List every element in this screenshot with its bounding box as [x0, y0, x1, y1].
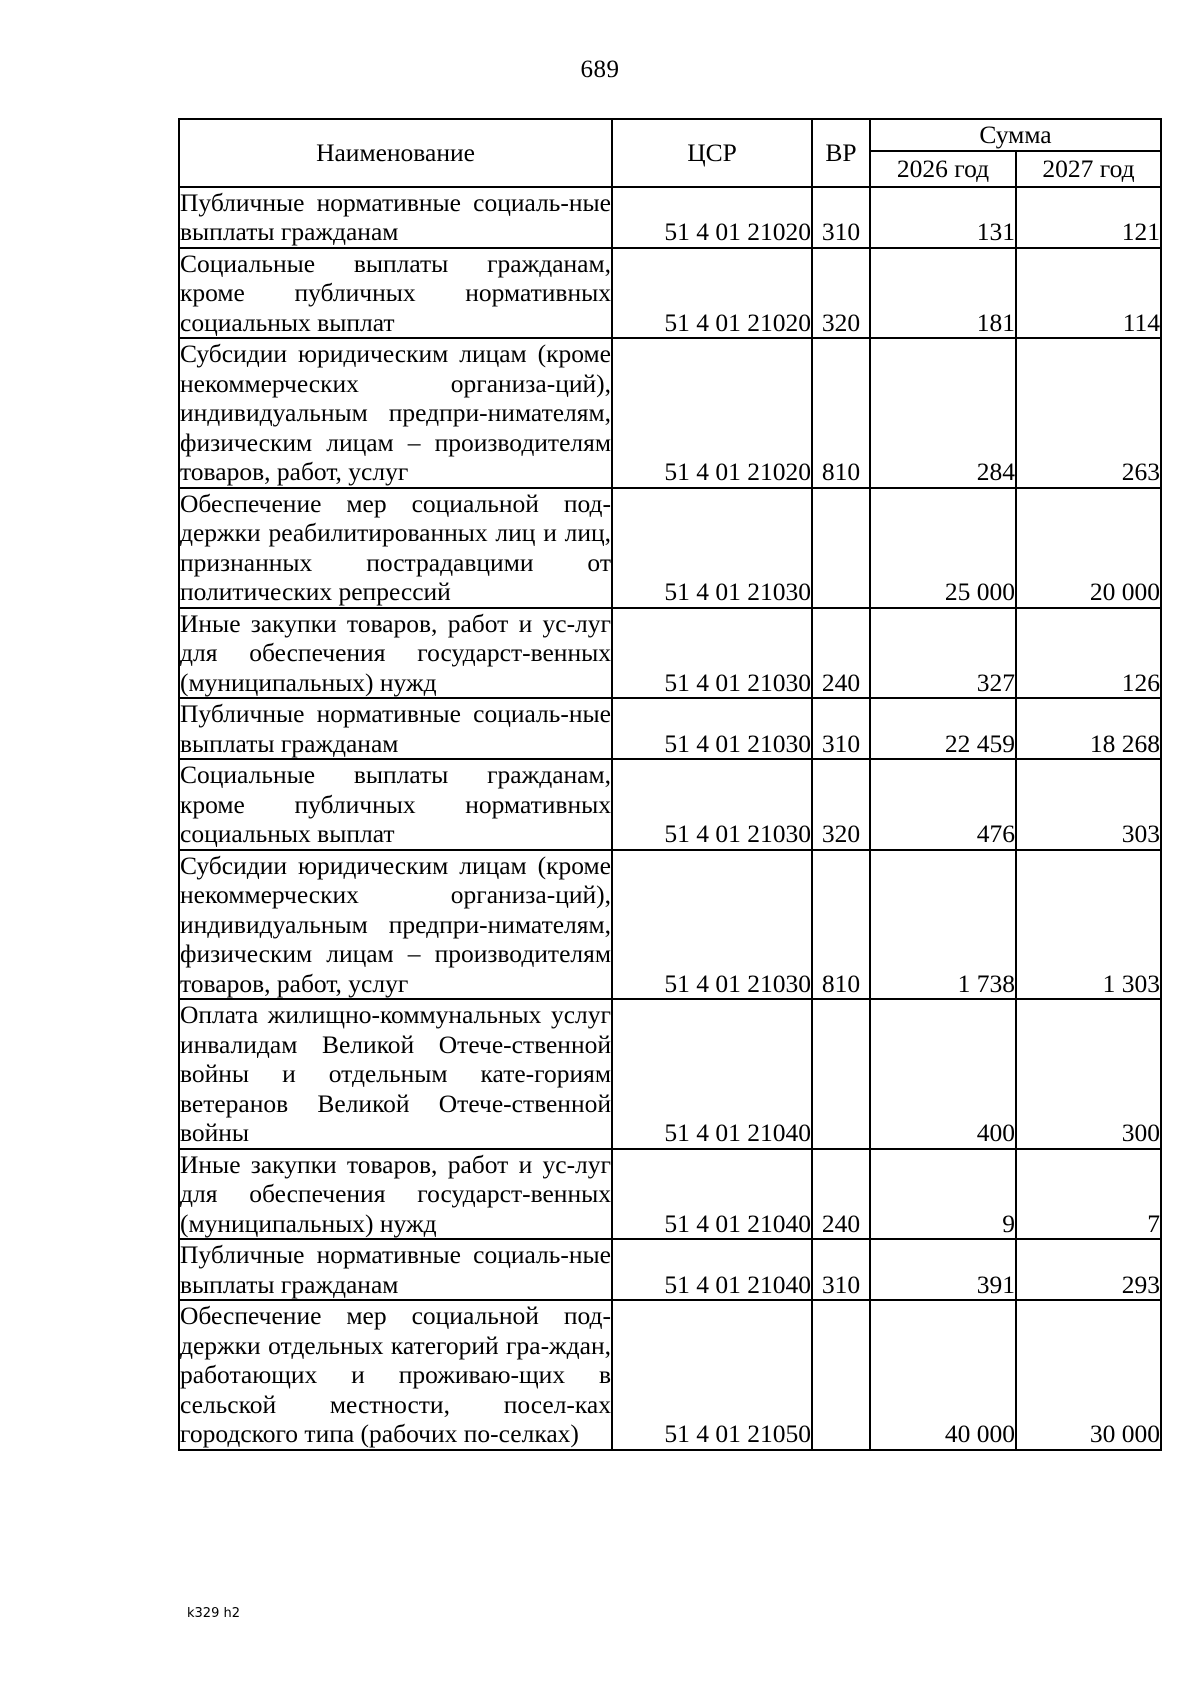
row-amount-2026: 181 [870, 248, 1016, 339]
row-vr-code [812, 488, 870, 608]
table-row [179, 1149, 1161, 1240]
row-amount-2026: 391 [870, 1239, 1016, 1300]
row-amount-2026: 9 [870, 1149, 1016, 1240]
header-vr: ВР [812, 119, 870, 187]
row-csr-code: 51 4 01 21040 [612, 999, 812, 1149]
row-name: Обеспечение мер социальной под-держки реабилитированных лиц и лиц, признанных пострадавцими от политических репрессий [180, 488, 611, 606]
row-name: Иные закупки товаров, работ и ус-луг для обеспечения государст-венных (муниципальных) нужд [180, 608, 611, 697]
row-csr-code: 51 4 01 21030 [612, 608, 812, 699]
row-name: Субсидии юридическим лицам (кроме некоммерческих организа-ций), индивидуальным предпри-нимателям, физическим лицам – производителям товаров, работ, услуг [180, 339, 611, 486]
row-amount-2026: 476 [870, 759, 1016, 850]
row-amount-2027: 20 000 [1016, 488, 1161, 608]
page-number: 689 [580, 56, 620, 83]
table-row [179, 248, 1161, 339]
row-name: Публичные нормативные социаль-ные выплаты гражданам [180, 187, 611, 246]
row-vr-code: 810 [812, 338, 870, 488]
row-csr-code: 51 4 01 21040 [612, 1149, 812, 1240]
row-amount-2026: 284 [870, 338, 1016, 488]
row-vr-code: 810 [812, 850, 870, 1000]
row-vr-code: 240 [812, 1149, 870, 1240]
row-vr-code [812, 1300, 870, 1450]
row-csr-code: 51 4 01 21050 [612, 1300, 812, 1450]
row-vr-code: 320 [812, 248, 870, 339]
row-amount-2027: 303 [1016, 759, 1161, 850]
row-amount-2026: 22 459 [870, 698, 1016, 759]
row-amount-2027: 121 [1016, 187, 1161, 248]
table-row [179, 608, 1161, 699]
row-amount-2026: 40 000 [870, 1300, 1016, 1450]
row-name: Социальные выплаты гражданам, кроме публичных нормативных социальных выплат [180, 248, 611, 337]
row-amount-2026: 400 [870, 999, 1016, 1149]
row-name: Иные закупки товаров, работ и ус-луг для обеспечения государст-венных (муниципальных) нужд [180, 1149, 611, 1238]
row-csr-code: 51 4 01 21020 [612, 338, 812, 488]
row-amount-2026: 327 [870, 608, 1016, 699]
table-row [179, 999, 1161, 1149]
row-amount-2027: 18 268 [1016, 698, 1161, 759]
header-name: Наименование [179, 119, 612, 187]
table-row [179, 850, 1161, 1000]
table-row [179, 338, 1161, 488]
row-csr-code: 51 4 01 21030 [612, 850, 812, 1000]
table-row [179, 187, 1161, 248]
table-row [179, 1300, 1161, 1450]
row-name: Субсидии юридическим лицам (кроме некоммерческих организа-ций), индивидуальным предпри-нимателям, физическим лицам – производителям товаров, работ, услуг [180, 850, 611, 998]
row-amount-2026: 25 000 [870, 488, 1016, 608]
header-year-2027: 2027 год [1016, 151, 1161, 187]
row-vr-code: 240 [812, 608, 870, 699]
row-amount-2027: 1 303 [1016, 850, 1161, 1000]
row-name: Публичные нормативные социаль-ные выплаты гражданам [180, 1240, 611, 1299]
header-year-2026: 2026 год [870, 151, 1016, 187]
row-vr-code: 310 [812, 1239, 870, 1300]
row-amount-2026: 1 738 [870, 850, 1016, 1000]
row-amount-2027: 293 [1016, 1239, 1161, 1300]
table-row [179, 698, 1161, 759]
row-csr-code: 51 4 01 21030 [612, 759, 812, 850]
row-amount-2027: 114 [1016, 248, 1161, 339]
row-csr-code: 51 4 01 21030 [612, 698, 812, 759]
row-name: Оплата жилищно-коммунальных услуг инвалидам Великой Отече-ственной войны и отдельным кате-гориям ветеранов Великой Отече-ственной войны [180, 1000, 611, 1147]
row-csr-code: 51 4 01 21030 [612, 488, 812, 608]
table-row [179, 1239, 1161, 1300]
row-vr-code: 310 [812, 698, 870, 759]
row-name: Публичные нормативные социаль-ные выплаты гражданам [180, 699, 611, 758]
header-sum: Сумма [870, 119, 1161, 151]
row-csr-code: 51 4 01 21040 [612, 1239, 812, 1300]
row-name: Социальные выплаты гражданам, кроме публичных нормативных социальных выплат [180, 760, 611, 848]
header-csr: ЦСР [612, 119, 812, 187]
row-amount-2026: 131 [870, 187, 1016, 248]
row-name: Обеспечение мер социальной под-держки отдельных категорий гра-ждан, работающих и проживаю-щих в сельской местности, посел-ках городского типа (рабочих по-селках) [180, 1301, 611, 1448]
row-amount-2027: 300 [1016, 999, 1161, 1149]
table-row [179, 488, 1161, 608]
row-amount-2027: 30 000 [1016, 1300, 1161, 1450]
row-csr-code: 51 4 01 21020 [612, 187, 812, 248]
footer-code: k329 h2 [187, 1606, 240, 1621]
row-amount-2027: 263 [1016, 338, 1161, 488]
row-vr-code: 320 [812, 759, 870, 850]
row-vr-code: 310 [812, 187, 870, 248]
row-csr-code: 51 4 01 21020 [612, 248, 812, 339]
row-vr-code [812, 999, 870, 1149]
budget-table [178, 118, 1162, 1451]
table-row [179, 759, 1161, 850]
row-amount-2027: 126 [1016, 608, 1161, 699]
row-amount-2027: 7 [1016, 1149, 1161, 1240]
